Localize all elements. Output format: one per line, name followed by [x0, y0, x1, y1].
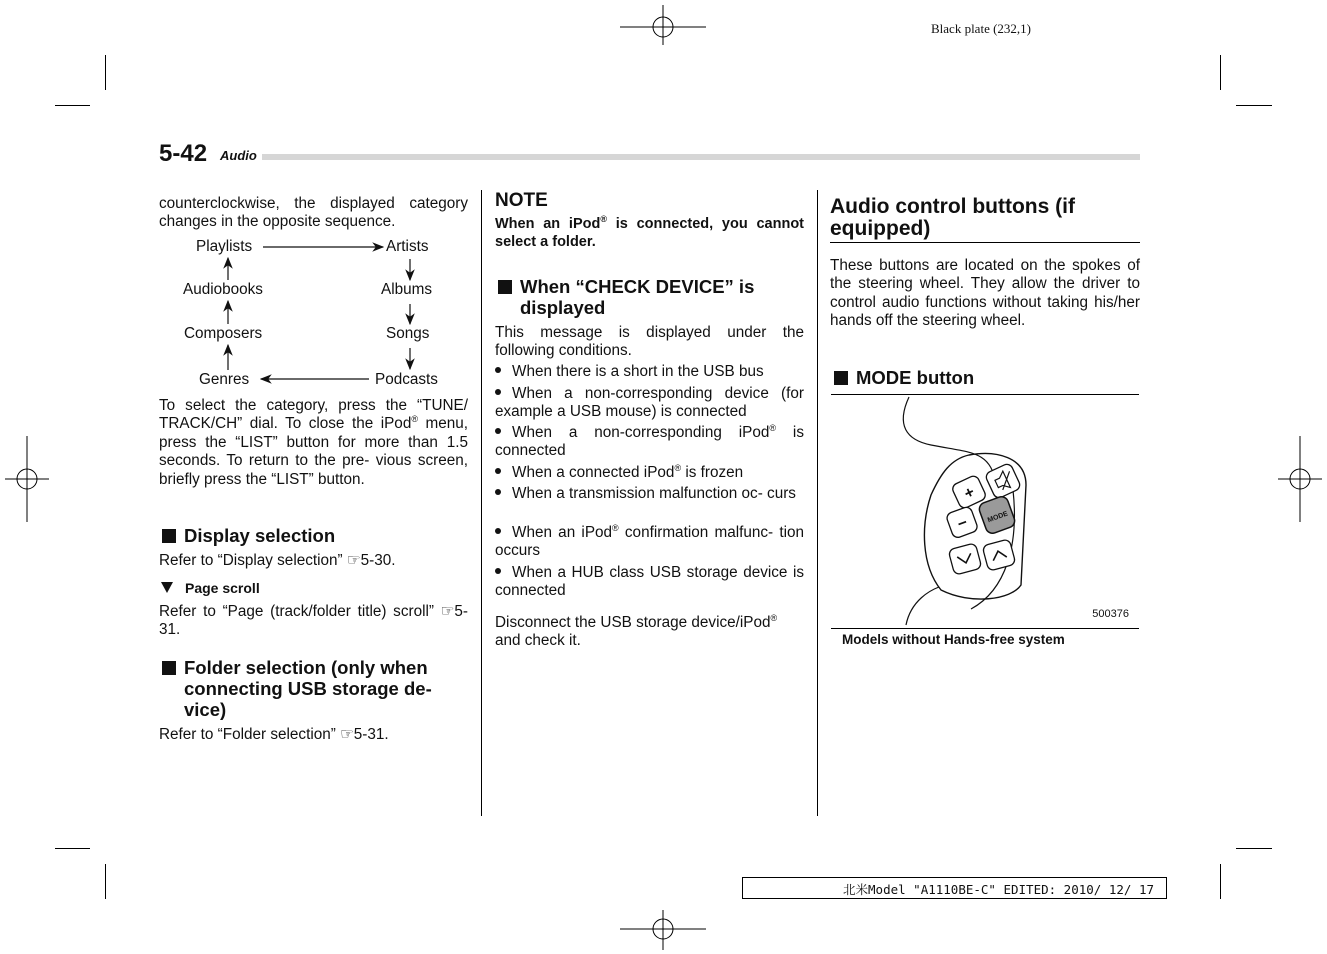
category-albums: Albums — [381, 281, 433, 298]
folder-selection-ref: Refer to “Folder selection” ☞5-31. — [159, 726, 389, 743]
crop-mark — [1236, 105, 1272, 106]
diagram-arrows — [159, 236, 468, 392]
page-scroll-ref: Refer to “Page (track/folder title) scroll” ☞5-31. — [159, 603, 468, 639]
bullet-dot-icon — [495, 367, 501, 373]
category-audiobooks: Audiobooks — [183, 281, 263, 298]
list-item: When a HUB class USB storage device is connected — [495, 564, 804, 600]
square-bullet-icon — [162, 529, 176, 543]
footer-edit-box: 北米Model "A1110BE-C" EDITED: 2010/ 12/ 17 — [742, 877, 1167, 899]
minus-icon: − — [955, 514, 970, 534]
section-title: Audio — [220, 148, 257, 163]
page-scroll-heading: Page scroll — [161, 580, 260, 596]
square-bullet-icon — [834, 371, 848, 385]
plus-icon: + — [961, 483, 978, 504]
crop-mark — [55, 848, 90, 849]
crop-mark — [105, 55, 106, 90]
crop-mark — [1220, 55, 1221, 90]
registration-mark — [620, 910, 706, 950]
figure-caption: Models without Hands-free system — [842, 632, 1065, 647]
crop-mark — [1236, 848, 1272, 849]
column-divider — [817, 190, 818, 816]
bullet-dot-icon — [495, 468, 501, 474]
note-text: When an iPod® is connected, you cannot select a folder. — [495, 214, 804, 250]
triangle-bullet-icon — [161, 582, 173, 593]
select-category-paragraph: To select the category, press the “TUNE/ TRACK/CH” dial. To close the iPod® menu, press the “LIST” button for more than 1.5 seconds. To return to the pre- vious screen, briefly press the “LIST” button. — [159, 397, 468, 488]
crop-mark — [105, 864, 106, 899]
list-item: When a connected iPod® is frozen — [495, 464, 804, 482]
registration-mark — [1278, 436, 1322, 522]
audio-control-intro: These buttons are located on the spokes of the steering wheel. They allow the driver to control audio functions without taking his/her hands off the steering wheel. — [830, 257, 1140, 330]
mode-button-heading: MODE button — [834, 367, 974, 388]
category-songs: Songs — [386, 325, 430, 342]
figure-code: 500376 — [1092, 608, 1129, 620]
list-item: When a non-corresponding iPod® is connected — [495, 422, 804, 460]
intro-paragraph: counterclockwise, the displayed category changes in the opposite sequence. — [159, 195, 468, 231]
crop-mark — [55, 105, 90, 106]
list-item: When a transmission malfunction oc- curs — [495, 485, 804, 503]
note-title: NOTE — [495, 190, 548, 211]
audio-control-heading: Audio control buttons (if equipped) — [830, 195, 1075, 240]
square-bullet-icon — [498, 280, 512, 294]
category-composers: Composers — [184, 325, 263, 342]
bullet-dot-icon — [495, 489, 501, 495]
column-divider — [481, 190, 482, 816]
plate-label: Black plate (232,1) — [931, 21, 1031, 36]
crop-mark — [1220, 864, 1221, 899]
registration-mark — [620, 5, 706, 45]
folder-selection-heading: Folder selection (only when connecting USB storage de- vice) — [162, 657, 468, 720]
page-number: 5-42 — [159, 140, 208, 167]
category-genres: Genres — [199, 371, 250, 388]
category-artists: Artists — [386, 238, 429, 255]
steering-wheel-illustration — [831, 395, 1139, 628]
display-selection-heading: Display selection — [162, 525, 335, 546]
registration-mark — [5, 436, 49, 522]
category-playlists: Playlists — [196, 238, 253, 255]
category-diagram — [159, 236, 468, 392]
list-item: When there is a short in the USB bus — [495, 363, 804, 381]
display-selection-ref: Refer to “Display selection” ☞5-30. — [159, 552, 396, 569]
check-device-intro: This message is displayed under the following conditions. — [495, 324, 804, 360]
steering-wheel-figure — [831, 394, 1139, 629]
bullet-dot-icon — [495, 389, 501, 395]
bullet-dot-icon — [495, 568, 501, 574]
bullet-dot-icon — [495, 428, 501, 434]
mode-label: MODE — [986, 510, 1009, 525]
bullet-dot-icon — [495, 528, 501, 534]
header-bar — [262, 154, 1140, 160]
square-bullet-icon — [162, 661, 176, 675]
category-podcasts: Podcasts — [375, 371, 438, 388]
check-device-heading: When “CHECK DEVICE” is displayed — [498, 276, 804, 318]
list-item: When a non-corresponding device (for example a USB mouse) is connected — [495, 385, 804, 421]
list-item: When an iPod® confirmation malfunc- tion occurs — [495, 522, 804, 560]
heading-rule — [830, 242, 1140, 243]
disconnect-paragraph: Disconnect the USB storage device/iPod® and check it. — [495, 612, 778, 650]
